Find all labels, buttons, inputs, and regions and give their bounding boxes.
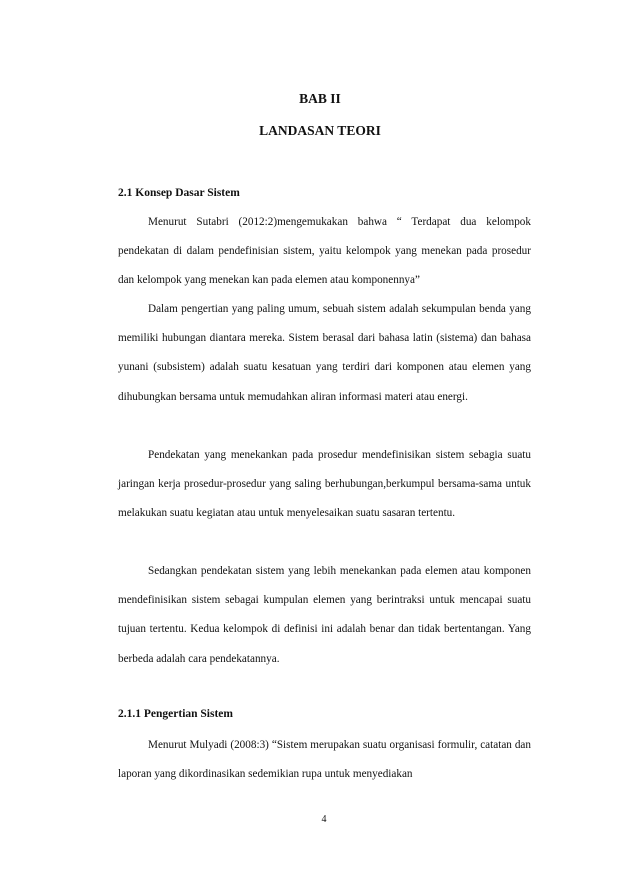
paragraph-mulyadi: Menurut Mulyadi (2008:3) “Sistem merupakan suatu organisasi formulir, catatan dan laporan yang dikordinasikan sedemikian rupa untuk menyediakan (118, 739, 531, 781)
paragraph-pendekatan-prosedur: Pendekatan yang menekankan pada prosedur mendefinisikan sistem sebagia suatu jaringan kerja prosedur-prosedur yang saling berhubungan,berkumpul bersama-sama untuk melakukan suatu kegiatan atau untuk menyelesaikan suatu sasaran tertentu. (118, 449, 531, 520)
chapter-title: LANDASAN TEORI (259, 123, 381, 138)
section-heading-2-1: 2.1 Konsep Dasar Sistem (118, 187, 240, 199)
chapter-label: BAB II (299, 91, 341, 106)
paragraph-sutabri: Menurut Sutabri (2012:2)mengemukakan bahwa “ Terdapat dua kelompok pendekatan di dalam pendefinisian sistem, yaitu kelompok yang menekan pada prosedur dan kelompok yang menekan kan pada elemen atau komponennya” (118, 216, 531, 287)
paragraph-pendekatan-elemen: Sedangkan pendekatan sistem yang lebih menekankan pada elemen atau komponen mendefinisikan sistem sebagai kumpulan elemen yang berintraksi untuk mencapai suatu tujuan tertentu. Kedua kelompok di definisi ini adalah benar dan tidak bertentangan. Yang berbeda adalah cara pendekatannya. (118, 565, 531, 665)
paragraph-pengertian-umum: Dalam pengertian yang paling umum, sebuah sistem adalah sekumpulan benda yang memiliki hubungan diantara mereka. Sistem berasal dari bahasa latin (sistema) dan bahasa yunani (subsistem) adalah suatu kesatuan yang terdiri dari komponen atau elemen yang dihubungkan bersama untuk memudahkan aliran informasi materi atau energi. (118, 303, 531, 403)
page-number: 4 (321, 814, 327, 825)
section-heading-2-1-1: 2.1.1 Pengertian Sistem (118, 708, 233, 720)
